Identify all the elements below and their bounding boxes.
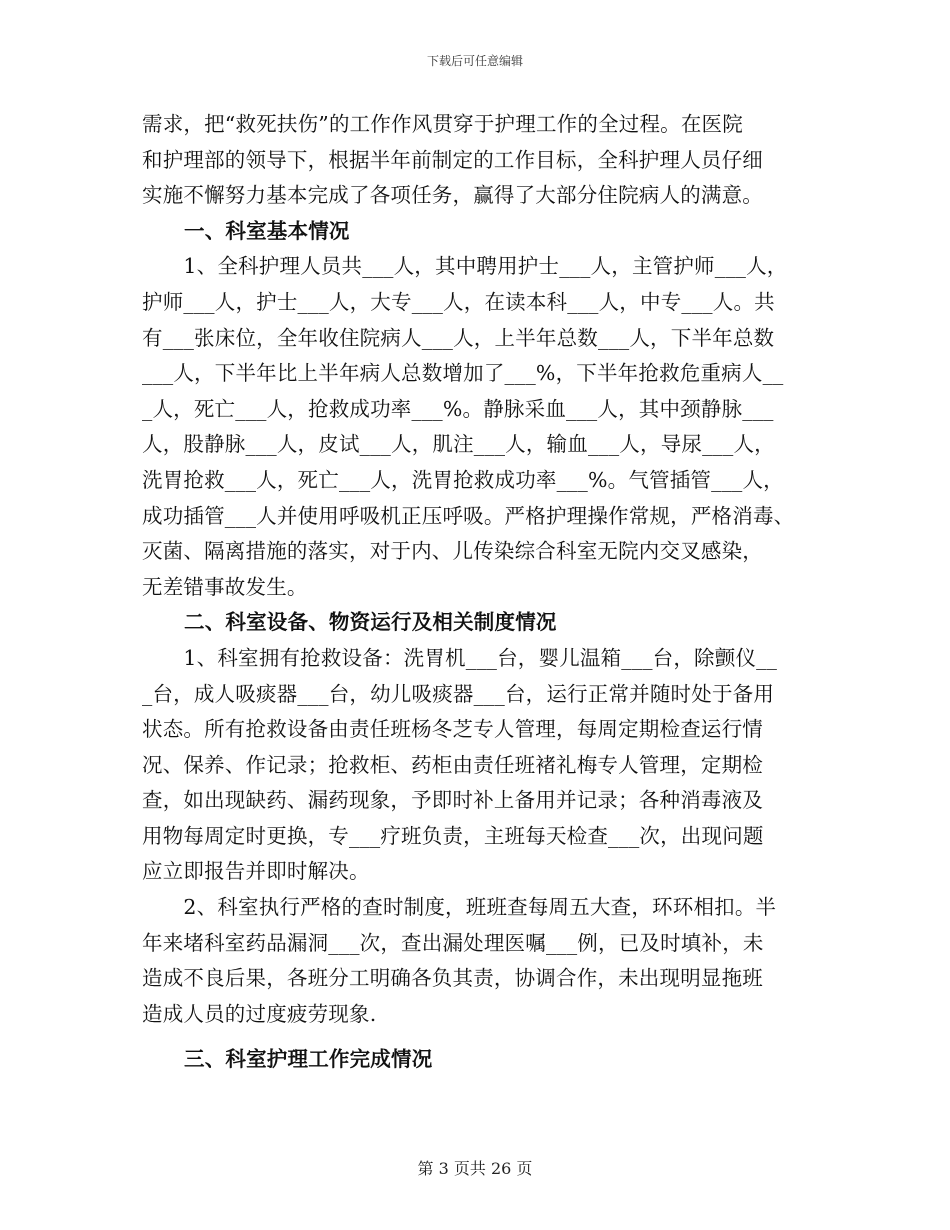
section2-para2-line: 年来堵科室药品漏洞___次，查出漏处理医嘱___例，已及时填补，未 <box>142 930 764 955</box>
section1-line: _人，死亡___人，抢救成功率___%。静脉采血___人，其中颈静脉___ <box>142 396 774 421</box>
page-header-note: 下载后可任意编辑 <box>426 54 523 68</box>
section1-line: 护师___人，护士___人，大专___人，在读本科___人，中专___人。共 <box>142 289 775 314</box>
document-body <box>142 107 814 1078</box>
section-heading-1: 一、科室基本情况 <box>184 218 350 243</box>
section1-line: 灭菌、隔离措施的落实，对于内、儿传染综合科室无院内交叉感染， <box>142 539 763 564</box>
intro-line: 需求，把“救死扶伤”的工作作风贯穿于护理工作的全过程。在医院 <box>142 112 743 136</box>
section2-para1-line: 应立即报告并即时解决。 <box>142 859 370 884</box>
section1-line: 无差错事故发生。 <box>142 574 308 599</box>
section2-para1-line: 况、保养、作记录；抢救柜、药柜由责任班褚礼梅专人管理，定期检 <box>142 752 763 777</box>
section2-para1-line: _台，成人吸痰器___台，幼儿吸痰器___台，运行正常并随时处于备用 <box>142 681 775 706</box>
section1-line: 成功插管___人并使用呼吸机正压呼吸。严格护理操作常规，严格消毒、 <box>142 503 795 528</box>
section1-line: 有___张床位，全年收住院病人___人，上半年总数___人，下半年总数 <box>142 325 775 350</box>
intro-line: 实施不懈努力基本完成了各项任务，赢得了大部分住院病人的满意。 <box>142 183 763 208</box>
section1-line: 洗胃抢救___人，死亡___人，洗胃抢救成功率___%。气管插管___人， <box>142 467 784 492</box>
section-heading-3: 三、科室护理工作完成情况 <box>184 1047 433 1072</box>
section2-para2-line: 2、科室执行严格的查时制度，班班查每周五大查，环环相扣。半 <box>142 895 777 920</box>
section2-para1-line: 查，如出现缺药、漏药现象，予即时补上备用并记录；各种消毒液及 <box>142 788 763 813</box>
section2-para2-line: 造成人员的过度疲劳现象. <box>142 1001 377 1026</box>
section1-line: ___人，下半年比上半年病人总数增加了___%，下半年抢救危重病人__ <box>142 361 784 386</box>
section2-para2-line: 造成不良后果，各班分工明确各负其责，协调合作，未出现明显拖班 <box>142 966 763 991</box>
section1-line: 人，股静脉___人，皮试___人，肌注___人，输血___人，导尿___人， <box>142 432 775 457</box>
section1-line: 1、全科护理人员共___人，其中聘用护士___人，主管护师___人， <box>142 254 788 279</box>
page-number: 第 3 页共 26 页 <box>417 1159 533 1178</box>
section2-para1-line: 1、科室拥有抢救设备：洗胃机___台，婴儿温箱___台，除颤仪__ <box>142 645 778 670</box>
section-heading-2: 二、科室设备、物资运行及相关制度情况 <box>184 610 557 635</box>
section2-para1-line: 用物每周定时更换，专___疗班负责，主班每天检查___次，出现问题 <box>142 823 764 848</box>
section2-para1-line: 状态。所有抢救设备由责任班杨冬芝专人管理，每周定期检查运行情 <box>142 717 763 742</box>
intro-line: 和护理部的领导下，根据半年前制定的工作目标，全科护理人员仔细 <box>142 147 763 172</box>
